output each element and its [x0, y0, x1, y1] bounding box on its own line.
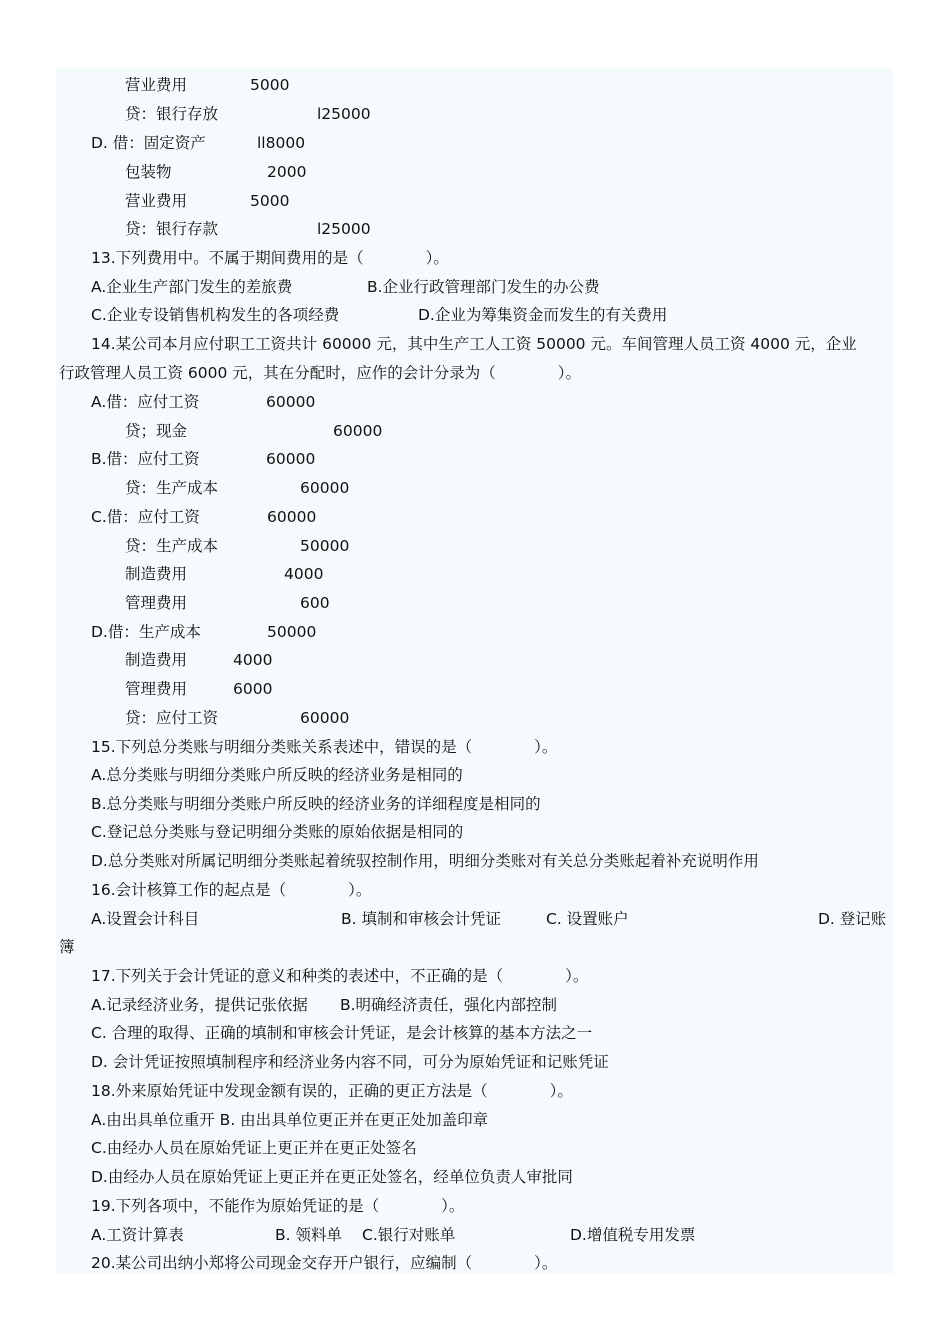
line-19-part-1: 50000 — [267, 623, 317, 641]
line-21-part-1: 6000 — [233, 680, 273, 698]
line-14-part-0: 贷：生产成本 — [125, 479, 219, 497]
line-40-part-3: D.增值税专用发票 — [570, 1226, 696, 1244]
line-17-part-1: 4000 — [284, 565, 324, 583]
line-15-part-0: C.借：应付工资 — [91, 508, 200, 526]
line-5-part-1: l25000 — [317, 220, 371, 238]
line-0-part-0: 营业费用 — [125, 76, 188, 94]
line-3-part-0: 包装物 — [125, 163, 172, 181]
line-30: 簿 — [59, 938, 75, 956]
line-28: 16.会计核算工作的起点是（ ）。 — [91, 881, 372, 899]
line-1-part-1: l25000 — [317, 105, 371, 123]
line-8-part-0: C.企业专设销售机构发生的各项经费 — [91, 306, 340, 324]
line-4-part-1: 5000 — [250, 192, 290, 210]
line-5-part-0: 贷：银行存款 — [125, 220, 219, 238]
line-16-part-0: 贷：生产成本 — [125, 537, 219, 555]
line-16-part-1: 50000 — [300, 537, 350, 555]
line-13-part-1: 60000 — [266, 450, 316, 468]
line-41: 20.某公司出纳小郑将公司现金交存开户银行，应编制（ ）。 — [91, 1254, 558, 1272]
line-35: 18.外来原始凭证中发现金额有误的，正确的更正方法是（ ）。 — [91, 1082, 573, 1100]
line-11-part-0: A.借：应付工资 — [91, 393, 200, 411]
line-39: 19.下列各项中，不能作为原始凭证的是（ ）。 — [91, 1197, 465, 1215]
line-21-part-0: 管理费用 — [125, 680, 188, 698]
line-27: D.总分类账对所属记明细分类账起着统驭控制作用，明细分类账对有关总分类账起着补充说明作用 — [91, 852, 759, 870]
line-7-part-0: A.企业生产部门发生的差旅费 — [91, 278, 293, 296]
line-1-part-0: 贷：银行存放 — [125, 105, 219, 123]
line-36: A.由出具单位重开 B. 由出具单位更正并在更正处加盖印章 — [91, 1111, 489, 1129]
line-22-part-0: 贷：应付工资 — [125, 709, 219, 727]
line-9: 14.某公司本月应付职工工资共计 60000 元，其中生产工人工资 50000 元。车间管理人员工资 4000 元，企业 — [91, 335, 857, 353]
line-18-part-1: 600 — [300, 594, 330, 612]
line-10: 行政管理人员工资 6000 元，其在分配时，应作的会计分录为（ ）。 — [59, 364, 582, 382]
line-14-part-1: 60000 — [300, 479, 350, 497]
line-37: C.由经办人员在原始凭证上更正并在更正处签名 — [91, 1139, 417, 1157]
line-40-part-0: A.工资计算表 — [91, 1226, 184, 1244]
line-6: 13.下列费用中。不属于期间费用的是（ ）。 — [91, 249, 449, 267]
line-0-part-1: 5000 — [250, 76, 290, 94]
line-22-part-1: 60000 — [300, 709, 350, 727]
line-26: C.登记总分类账与登记明细分类账的原始依据是相同的 — [91, 823, 464, 841]
line-32-part-1: B.明确经济责任，强化内部控制 — [340, 996, 558, 1014]
line-18-part-0: 管理费用 — [125, 594, 188, 612]
line-29-part-0: A.设置会计科目 — [91, 910, 200, 928]
line-4-part-0: 营业费用 — [125, 192, 188, 210]
line-29-part-2: C. 设置账户 — [546, 910, 629, 928]
line-2-part-0: D. 借：固定资产 — [91, 134, 206, 152]
line-40-part-2: C.银行对账单 — [362, 1226, 456, 1244]
line-13-part-0: B.借：应付工资 — [91, 450, 200, 468]
line-20-part-0: 制造费用 — [125, 651, 188, 669]
line-17-part-0: 制造费用 — [125, 565, 188, 583]
line-38: D.由经办人员在原始凭证上更正并在更正处签名，经单位负责人审批同 — [91, 1168, 573, 1186]
line-32-part-0: A.记录经济业务，提供记张依据 — [91, 996, 308, 1014]
line-34: D. 会计凭证按照填制程序和经济业务内容不同，可分为原始凭证和记账凭证 — [91, 1053, 609, 1071]
line-33: C. 合理的取得、正确的填制和审核会计凭证，是会计核算的基本方法之一 — [91, 1024, 593, 1042]
line-7-part-1: B.企业行政管理部门发生的办公费 — [367, 278, 600, 296]
line-29-part-3: D. 登记账 — [818, 910, 887, 928]
line-40-part-1: B. 领料单 — [275, 1226, 342, 1244]
line-19-part-0: D.借：生产成本 — [91, 623, 201, 641]
line-20-part-1: 4000 — [233, 651, 273, 669]
line-12-part-1: 60000 — [333, 422, 383, 440]
line-11-part-1: 60000 — [266, 393, 316, 411]
line-3-part-1: 2000 — [267, 163, 307, 181]
line-29-part-1: B. 填制和审核会计凭证 — [341, 910, 501, 928]
line-2-part-1: ll8000 — [257, 134, 306, 152]
line-23: 15.下列总分类账与明细分类账关系表述中，错误的是（ ）。 — [91, 738, 558, 756]
line-24: A.总分类账与明细分类账户所反映的经济业务是相同的 — [91, 766, 463, 784]
line-25: B.总分类账与明细分类账户所反映的经济业务的详细程度是相同的 — [91, 795, 541, 813]
line-12-part-0: 贷；现金 — [125, 422, 188, 440]
line-31: 17.下列关于会计凭证的意义和种类的表述中，不正确的是（ ）。 — [91, 967, 589, 985]
line-8-part-1: D.企业为筹集资金而发生的有关费用 — [418, 306, 668, 324]
line-15-part-1: 60000 — [267, 508, 317, 526]
